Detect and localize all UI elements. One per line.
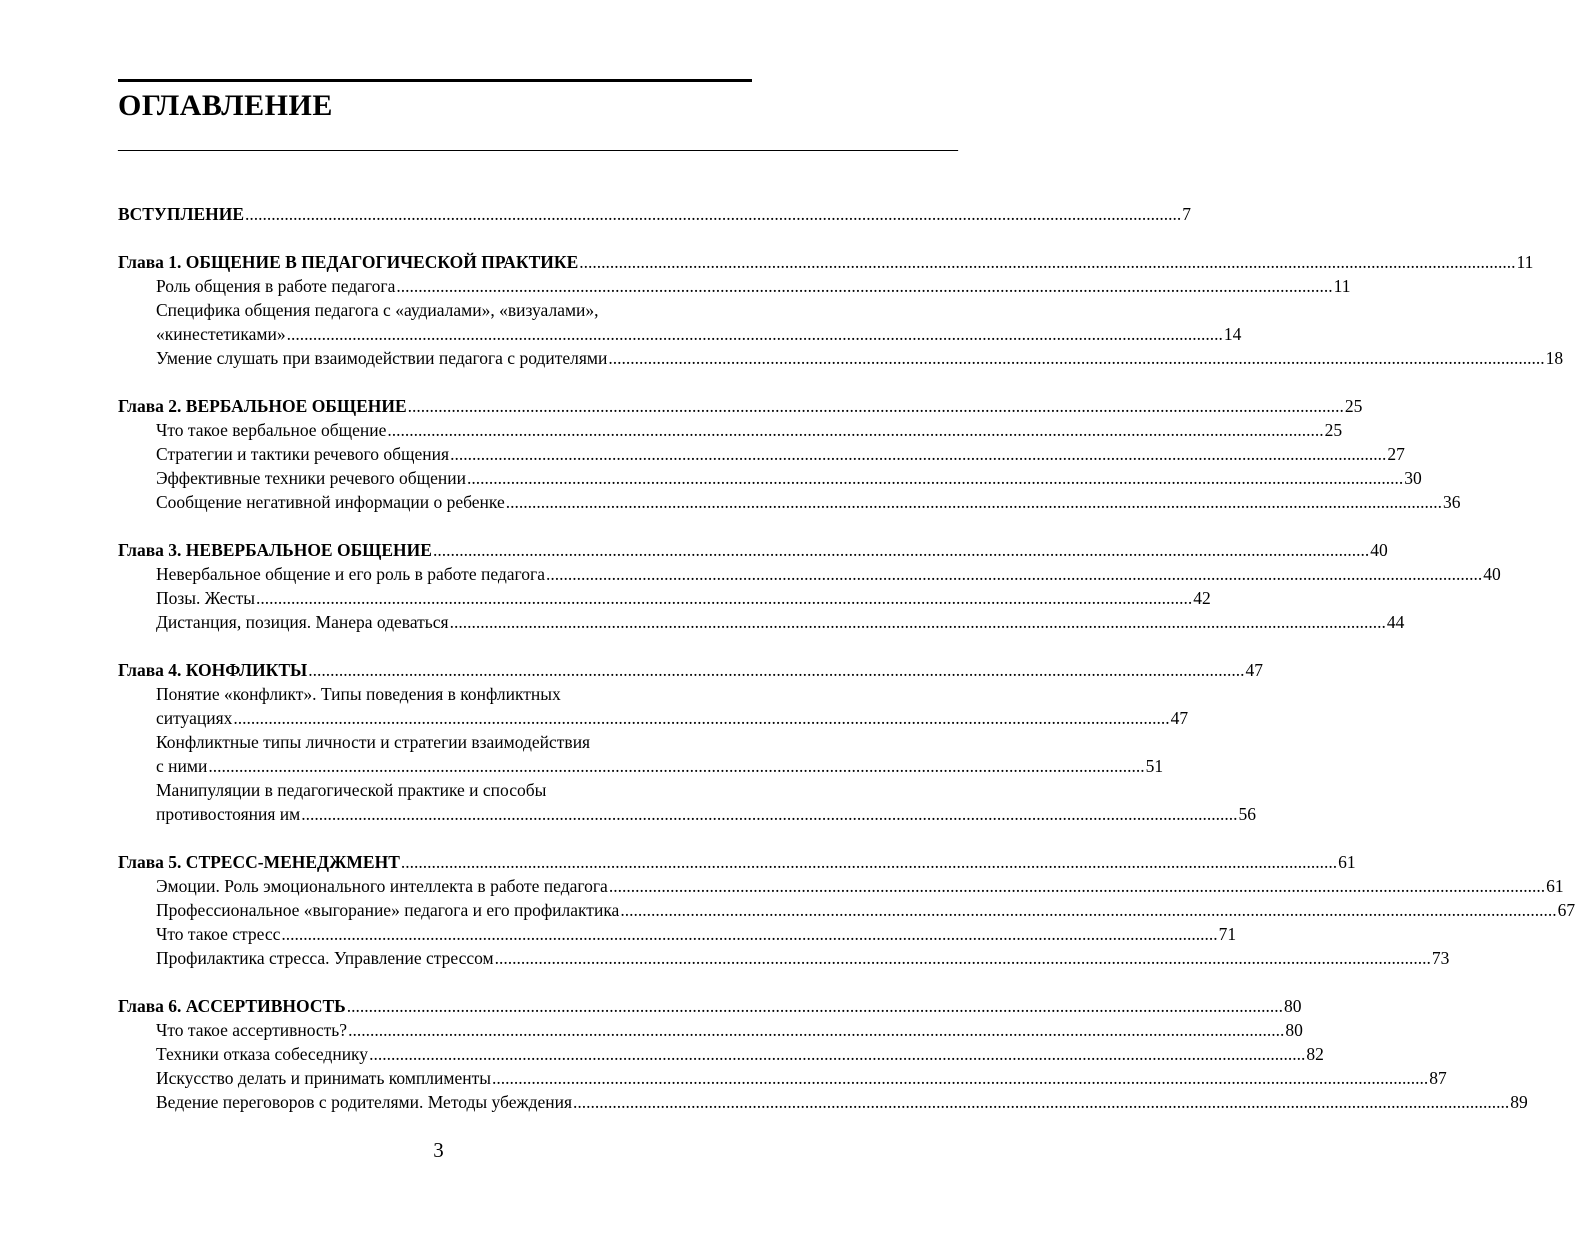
section-page: 89 [1510,1092,1528,1112]
section-page: 44 [1386,612,1405,632]
page-title: ОГЛАВЛЕНИЕ [118,89,333,122]
section-page: 30 [1404,468,1422,488]
leader-dots [233,706,1169,730]
leader-dots [573,1090,1509,1114]
section-page: 36 [1442,492,1461,512]
leader-dots [608,346,1544,370]
section-title: Дистанция, позиция. Манера одеваться [156,612,449,632]
toc-section[interactable] [118,898,1575,922]
chapter-gap [118,970,756,994]
toc-chapter-1[interactable] [118,250,1534,274]
toc-section[interactable] [118,274,1351,298]
leader-dots [208,754,1144,778]
section-page: 14 [1223,324,1242,344]
leader-dots [245,202,1181,226]
chapter-title: Глава 4. КОНФЛИКТЫ [118,660,308,680]
section-title: с ними [156,756,208,776]
toc-chapter-5[interactable] [118,850,1356,874]
section-page: 40 [1483,564,1501,584]
section-page: 18 [1545,348,1564,368]
leader-dots [256,586,1192,610]
leader-dots [506,490,1442,514]
section-title: «кинестетиками» [156,324,286,344]
page-number: 3 [433,1138,444,1162]
toc-chapter-3[interactable] [118,538,1388,562]
chapter-gap [118,514,756,538]
section-page: 87 [1429,1068,1447,1088]
toc-chapter-4[interactable] [118,658,1263,682]
leader-dots [401,850,1337,874]
section-title: Что такое вербальное общение [156,420,387,440]
section-page: 71 [1218,924,1237,944]
toc-section[interactable] [118,442,1405,466]
section-title: Позы. Жесты [156,588,255,608]
leader-dots [348,1018,1284,1042]
toc-section[interactable] [118,802,1256,826]
leader-dots [369,1042,1305,1066]
leader-dots [396,274,1332,298]
section-title: Что такое ассертивность? [156,1020,348,1040]
chapter-gap [118,826,756,850]
toc-section-line[interactable]: Специфика общения педагога с «аудиалами», «визуалами», [156,300,599,320]
toc-chapter-2[interactable] [118,394,1363,418]
toc-section[interactable] [118,490,1461,514]
section-title: Профессиональное «выгорание» педагога и его профилактика [156,900,620,920]
leader-dots [450,610,1386,634]
section-page: 73 [1431,948,1450,968]
toc-entry-intro[interactable] [118,202,1192,226]
toc-section-line[interactable]: Манипуляции в педагогической практике и способы [156,780,547,800]
section-title: противостояния им [156,804,301,824]
toc-section[interactable] [118,874,1564,898]
toc-section[interactable] [118,1018,1303,1042]
chapter-page: 40 [1370,540,1388,560]
chapter-page: 80 [1283,996,1302,1016]
section-page: 25 [1324,420,1343,440]
toc-intro-title: ВСТУПЛЕНИЕ [118,204,245,224]
toc-intro-page: 7 [1182,204,1192,224]
toc-chapter-6[interactable] [118,994,1302,1018]
section-title: Профилактика стресса. Управление стрессом [156,948,494,968]
chapter-title: Глава 1. ОБЩЕНИЕ В ПЕДАГОГИЧЕСКОЙ ПРАКТИКЕ [118,252,579,272]
leader-dots [347,994,1283,1018]
section-page: 82 [1306,1044,1324,1064]
section-title: Невербальное общение и его роль в работе педагога [156,564,545,584]
section-title: Что такое стресс [156,924,281,944]
dash-rule: —————————————————————————————————————————— [118,138,958,160]
toc-section[interactable] [118,418,1343,442]
toc-section-line[interactable]: Понятие «конфликт». Типы поведения в конфликтных [156,684,561,704]
chapter-page: 47 [1245,660,1263,680]
section-page: 67 [1557,900,1575,920]
leader-dots [609,874,1545,898]
leader-dots [287,322,1223,346]
leader-dots [546,562,1482,586]
section-title: Искусство делать и принимать комплименты [156,1068,491,1088]
toc-section-line[interactable]: Конфликтные типы личности и стратегии взаимодействия [156,732,591,752]
leader-dots [495,946,1431,970]
toc-section[interactable] [118,706,1189,730]
leader-dots [408,394,1344,418]
section-page: 27 [1387,444,1405,464]
toc-section[interactable] [118,1042,1324,1066]
leader-dots [281,922,1217,946]
section-title: Эмоции. Роль эмоционального интеллекта в работе педагога [156,876,608,896]
section-page: 11 [1333,276,1351,296]
toc-section[interactable] [118,1066,1447,1090]
chapter-page: 11 [1516,252,1534,272]
section-page: 56 [1238,804,1256,824]
toc-section[interactable] [118,346,1564,370]
section-title: Роль общения в работе педагога [156,276,396,296]
toc-section[interactable] [118,610,1405,634]
leader-dots [579,250,1515,274]
leader-dots [433,538,1369,562]
section-page: 47 [1170,708,1189,728]
toc-section[interactable] [118,946,1450,970]
section-page: 51 [1145,756,1164,776]
section-title: Стратегии и тактики речевого общения [156,444,450,464]
chapter-gap [118,634,756,658]
section-title: Ведение переговоров с родителями. Методы убеждения [156,1092,573,1112]
top-rule [118,79,752,82]
leader-dots [620,898,1556,922]
section-title: Сообщение негативной информации о ребенке [156,492,505,512]
toc-section[interactable] [118,1090,1528,1114]
section-title: Умение слушать при взаимодействии педагога с родителями [156,348,608,368]
chapter-page: 61 [1338,852,1356,872]
section-title: Техники отказа собеседнику [156,1044,369,1064]
leader-dots [387,418,1323,442]
leader-dots [301,802,1237,826]
chapters-list [118,226,1575,1114]
leader-dots [467,466,1403,490]
toc-section[interactable] [118,586,1211,610]
chapter-title: Глава 5. СТРЕСС-МЕНЕДЖМЕНТ [118,852,400,872]
leader-dots [450,442,1386,466]
section-title: ситуациях [156,708,233,728]
section-page: 80 [1285,1020,1303,1040]
table-of-contents [118,202,1575,1114]
leader-dots [492,1066,1428,1090]
section-page: 42 [1193,588,1211,608]
section-page: 61 [1546,876,1564,896]
toc-section[interactable] [118,466,1422,490]
chapter-page: 25 [1344,396,1363,416]
chapter-title: Глава 3. НЕВЕРБАЛЬНОЕ ОБЩЕНИЕ [118,540,432,560]
toc-section[interactable] [118,922,1237,946]
toc-section[interactable] [118,754,1164,778]
chapter-gap [118,226,756,250]
chapter-title: Глава 2. ВЕРБАЛЬНОЕ ОБЩЕНИЕ [118,396,407,416]
chapter-gap [118,370,756,394]
section-title: Эффективные техники речевого общении [156,468,467,488]
chapter-title: Глава 6. АССЕРТИВНОСТЬ [118,996,346,1016]
leader-dots [308,658,1244,682]
toc-section[interactable] [118,562,1501,586]
toc-section[interactable] [118,322,1242,346]
